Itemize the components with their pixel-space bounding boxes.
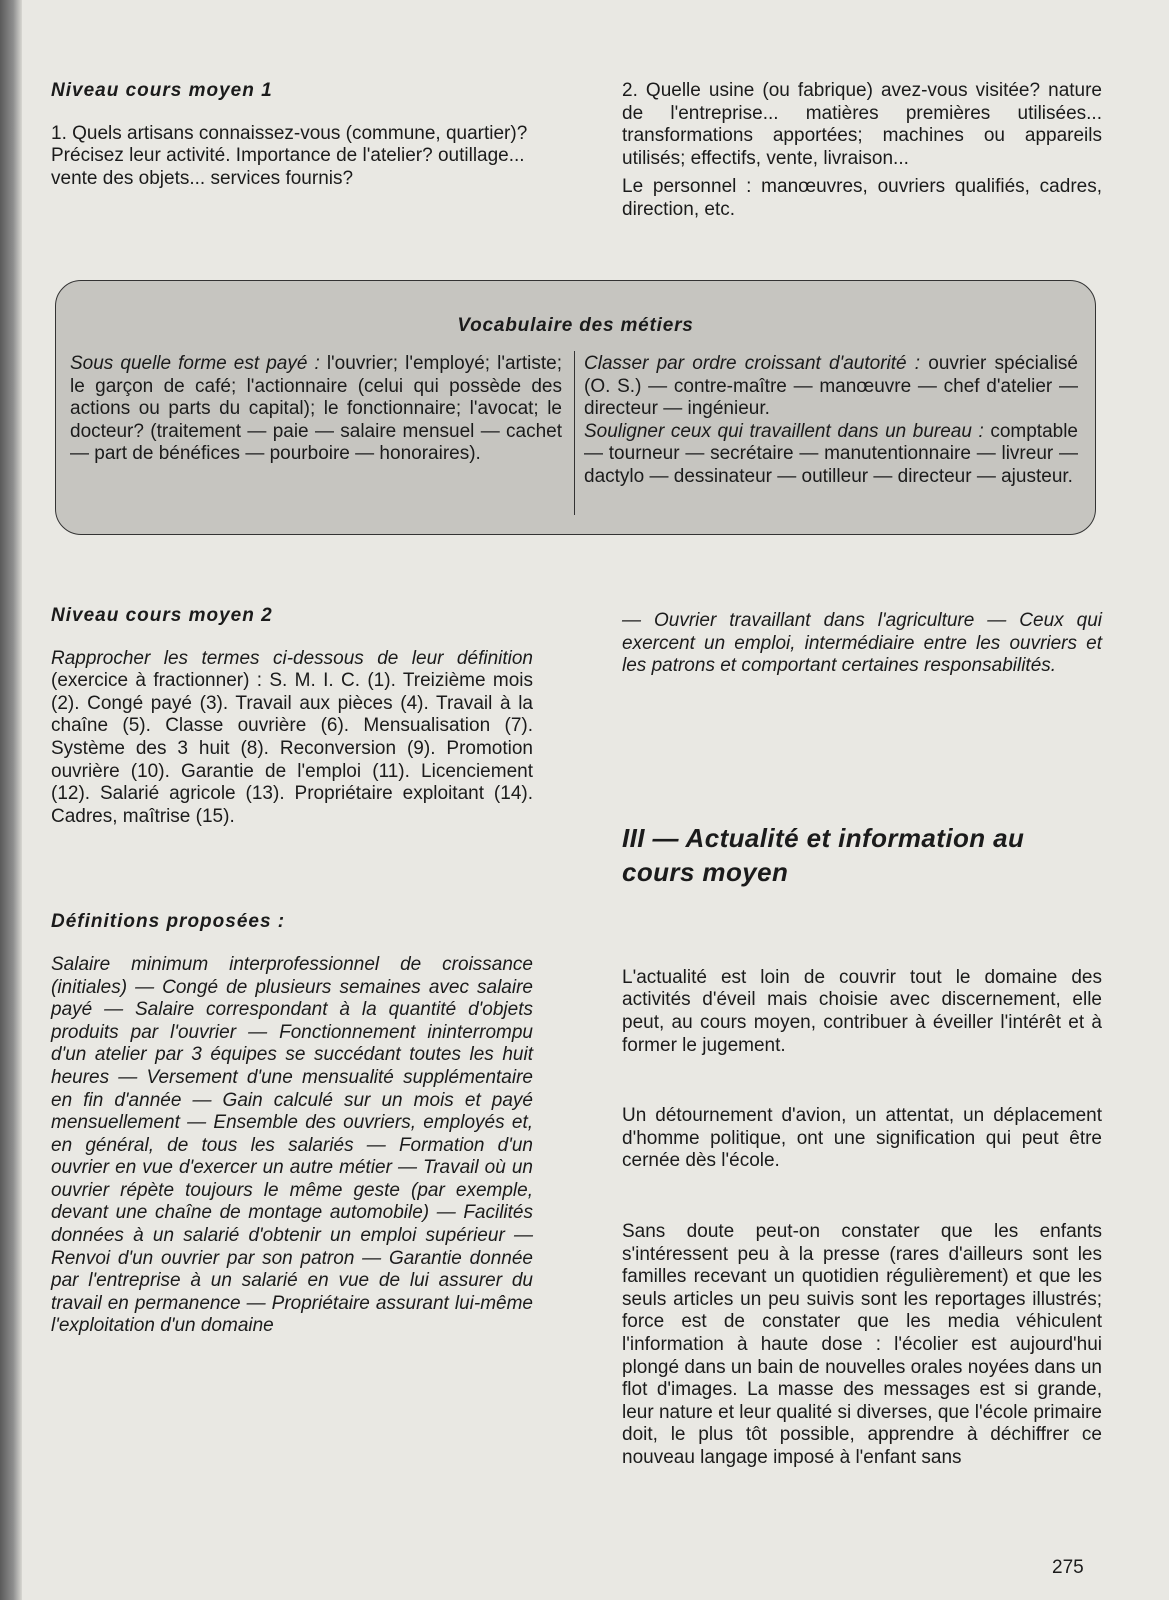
vocabulary-left-column xyxy=(70,353,562,466)
section-3-paragraph-1: L'actualité est loin de couvrir tout le domaine des activités d'éveil mais choisie avec discernement, elle peut, au cours moyen, contribuer à éveiller l'intérêt et à former le jugement. xyxy=(622,966,1102,1056)
cm1-question-1: 1. Quels artisans connaissez-vous (commune, quartier)? Précisez leur activité. Importance de l'atelier? outillage... vente des objets... services fournis? xyxy=(51,122,528,189)
definitions-heading: Définitions proposées : xyxy=(51,911,286,933)
cm1-heading: Niveau cours moyen 1 xyxy=(51,80,273,101)
definitions-continued: — Ouvrier travaillant dans l'agriculture — Ceux qui exercent un emploi, intermédiaire entre les ouvriers et les patrons et comportant certaines responsabilités. xyxy=(622,610,1102,677)
page-binding-shadow xyxy=(0,0,22,1600)
page-number: 275 xyxy=(1052,1557,1084,1578)
definitions-text: Salaire minimum interprofessionnel de croissance (initiales) — Congé de plusieurs semaines avec salaire payé — Salaire correspondant à la quantité d'objets produits par l'ouvrier — Fonctionnement ininterrompu d'un atelier par 3 équipes se succédant toutes les huit heures — Versement d'une mensualité supplémentaire en fin d'année — Gain calculé sur un mois et payé mensuellement — Ensemble des ouvriers, employés et, en général, de tous les salariés — Formation d'un ouvrier en vue d'exercer un autre métier — Travail où un ouvrier répète toujours le même geste (par exemple, devant une chaîne de montage automobile) — Facilités données à un salarié d'obtenir un emploi supérieur — Renvoi d'un ouvrier par son patron — Garantie donnée par l'entreprise à un salarié en vue de lui assurer du travail en permanence — Propriétaire assurant lui-même l'exploitation d'un domaine xyxy=(51,953,533,1337)
cm2-exercise-terms: (exercice à fractionner) : S. M. I. C. (1). Treizième mois (2). Congé payé (3). Travail aux pièces (4). Travail à la chaîne (5). Classe ouvrière (6). Mensualisation (7). Système des 3 huit (8). Reconversion (9). Promotion ouvrière (10). Garantie de l'emploi (11). Licenciement (12). Salarié agricole (13). Propriétaire exploitant (14). Cadres, maîtrise (15). xyxy=(51,670,533,827)
vocab-authority-question: Classer par ordre croissant d'autorité : xyxy=(584,353,921,374)
vocab-authority-list: ouvrier spécialisé (O. S.) — contre-maître — manœuvre — chef d'atelier — directeur — ingénieur. xyxy=(584,353,1078,420)
vocabulary-right-column xyxy=(584,353,1078,489)
right-lower-block xyxy=(622,610,1102,1469)
cm1-question-2: 2. Quelle usine (ou fabrique) avez-vous visitée? nature de l'entreprise... matières premières utilisées... transformations apportées; machines ou appareils utilisés; effectifs, vente, livraison... xyxy=(622,80,1102,169)
vocab-office-list: comptable — tourneur — secrétaire — manutentionnaire — livreur — dactylo — dessinateur — outilleur — directeur — ajusteur. xyxy=(584,420,1078,487)
section-3-paragraph-2: Un détournement d'avion, un attentat, un déplacement d'homme politique, ont une signification qui peut être cernée dès l'école. xyxy=(622,1105,1102,1172)
vocabulary-divider xyxy=(574,351,575,515)
cm2-exercise-instruction: Rapprocher les termes ci-dessous de leur définition xyxy=(51,647,533,669)
section-3-paragraph-3: Sans doute peut-on constater que les enfants s'intéressent peu à la presse (rares d'ailleurs sont les familles recevant un quotidien régulièrement) et que les seuls articles un peu suivis sont les reportages illustrés; force est de constater que les media véhiculent l'information à haute dose : l'écolier est aujourd'hui plongé dans un bain de nouvelles orales noyées dans un flot d'images. La masse des messages est si grande, leur nature et leur qualité si diverses, que l'école primaire doit, le plus tôt possible, apprendre à déchiffrer ce nouveau langage imposé à l'enfant sans xyxy=(622,1220,1102,1468)
section-3-title: III — Actualité et information au cours moyen xyxy=(622,822,1025,887)
vocab-pay-list: l'ouvrier; l'employé; l'artiste; le garçon de café; l'actionnaire (celui qui possède des actions ou parts du capital); le fonctionnaire; l'avocat; le docteur? (traitement — paie — salaire mensuel — cachet — part de bénéfices — pourboire — honoraires). xyxy=(70,353,562,465)
vocab-pay-question: Sous quelle forme est payé : xyxy=(70,353,320,374)
vocabulary-box xyxy=(55,280,1096,535)
cm2-exercise xyxy=(51,648,533,829)
cm2-heading: Niveau cours moyen 2 xyxy=(51,605,273,626)
cm1-right-block xyxy=(622,80,1102,222)
vocabulary-title: Vocabulaire des métiers xyxy=(457,315,694,336)
cm2-block xyxy=(51,605,533,1338)
cm1-block xyxy=(51,80,533,190)
vocab-office-question: Souligner ceux qui travaillent dans un bureau : xyxy=(584,420,984,442)
cm1-personnel: Le personnel : manœuvres, ouvriers qualifiés, cadres, direction, etc. xyxy=(622,176,1102,220)
